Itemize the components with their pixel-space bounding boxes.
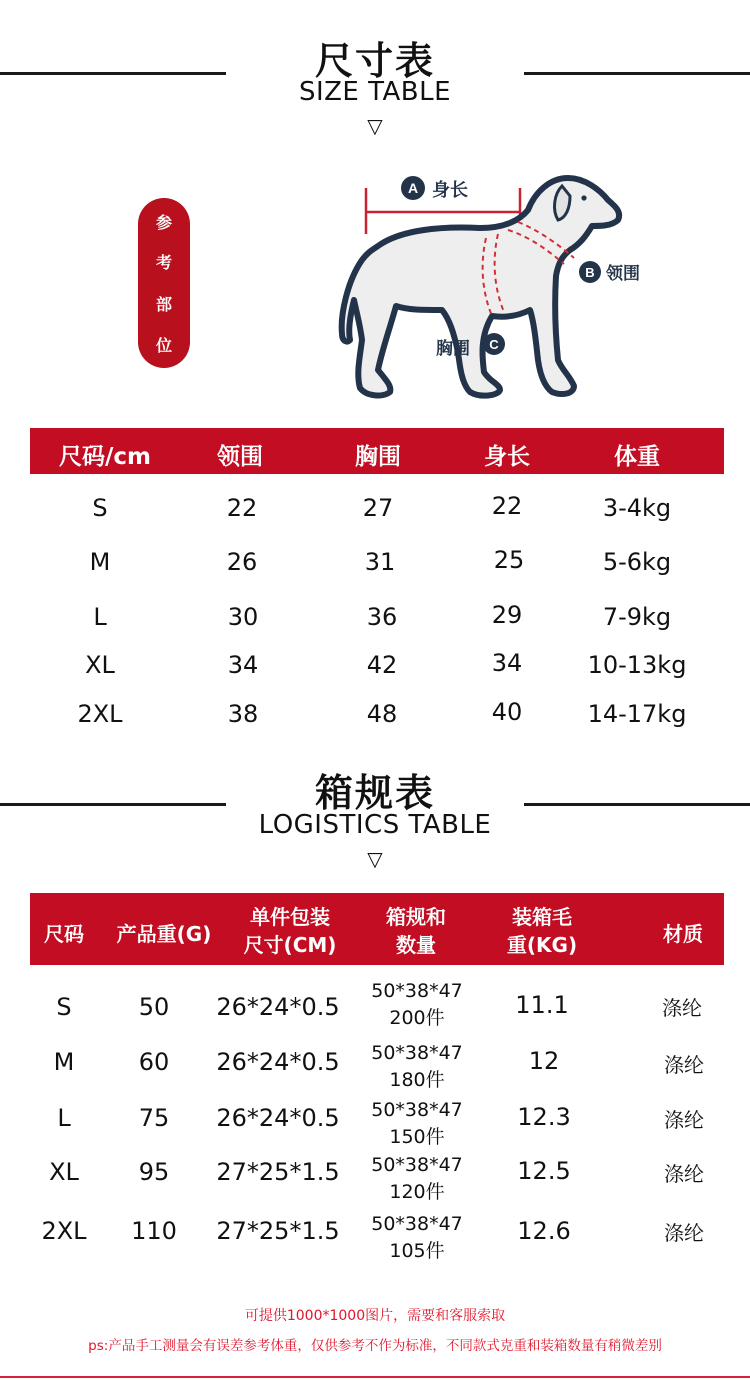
box-spec-cell: 50*38*47 105件 <box>371 1213 463 1262</box>
size-cell: M <box>53 1048 75 1076</box>
size-cell: S <box>92 494 108 522</box>
badge-a-letter: A <box>407 180 419 196</box>
gross-weight-cell: 12.5 <box>517 1157 571 1185</box>
label-chest: 胸围 <box>436 339 470 359</box>
down-triangle-icon: ▽ <box>367 847 383 871</box>
weight-cell: 14-17kg <box>587 700 687 728</box>
size-cell: L <box>57 1104 71 1132</box>
size-header-size: 尺码/cm <box>59 444 151 470</box>
reference-char: 参 <box>155 213 172 232</box>
neck-cell: 26 <box>226 548 258 576</box>
size-cell: 2XL <box>41 1217 87 1245</box>
logistics-header-box-spec: 箱规和 数量 <box>386 905 446 957</box>
box-spec-cell: 50*38*47 120件 <box>371 1154 463 1203</box>
reference-char: 位 <box>155 336 172 355</box>
pack-size-cell: 26*24*0.5 <box>216 1104 340 1132</box>
badge-c-letter: C <box>489 337 499 352</box>
size-cell: XL <box>85 651 115 679</box>
measurement-disclaimer: ps:产品手工测量会有误差参考体重，仅供参考不作为标准，不同款式克重和装箱数量有稍微差别 <box>88 1338 662 1354</box>
chest-cell: 42 <box>366 651 398 679</box>
gross-weight-cell: 12.6 <box>517 1217 571 1245</box>
material-cell: 涤纶 <box>664 1053 704 1077</box>
weight-cell: 110 <box>131 1217 177 1245</box>
material-cell: 涤纶 <box>664 1108 704 1132</box>
logistics-header-pack-size: 单件包装 尺寸(CM) <box>243 905 337 957</box>
size-cell: M <box>89 548 111 576</box>
material-cell: 涤纶 <box>664 1221 704 1245</box>
bottom-rule <box>0 1376 750 1378</box>
neck-cell: 30 <box>227 603 259 631</box>
size-title-cn: 尺寸表 <box>314 39 435 83</box>
size-cell: L <box>93 603 107 631</box>
label-body-length: 身长 <box>432 180 468 201</box>
box-spec-cell: 50*38*47 180件 <box>371 1042 463 1091</box>
weight-cell: 10-13kg <box>587 651 687 679</box>
pack-size-cell: 26*24*0.5 <box>216 993 340 1021</box>
length-cell: 29 <box>491 601 523 629</box>
chest-cell: 27 <box>362 494 394 522</box>
size-header-weight: 体重 <box>614 444 660 470</box>
logistics-title-en: LOGISTICS TABLE <box>258 810 492 840</box>
length-cell: 40 <box>491 698 523 726</box>
weight-cell: 7-9kg <box>602 603 672 631</box>
size-header-length: 身长 <box>484 444 530 470</box>
logistics-title-cn: 箱规表 <box>314 771 435 815</box>
material-cell: 涤纶 <box>662 996 702 1020</box>
weight-cell: 50 <box>138 993 170 1021</box>
pack-size-cell: 26*24*0.5 <box>216 1048 340 1076</box>
down-triangle-icon: ▽ <box>367 114 383 138</box>
weight-cell: 75 <box>138 1104 170 1132</box>
gross-weight-cell: 11.1 <box>515 991 569 1019</box>
weight-cell: 5-6kg <box>602 548 672 576</box>
box-spec-cell: 50*38*47 200件 <box>371 980 463 1029</box>
label-neck: 领围 <box>606 264 640 284</box>
length-cell: 25 <box>493 546 525 574</box>
box-spec-cell: 50*38*47 150件 <box>371 1099 463 1148</box>
gross-weight-cell: 12.3 <box>517 1103 571 1131</box>
logistics-header-size: 尺码 <box>44 922 84 946</box>
size-cell: S <box>56 993 72 1021</box>
neck-cell: 38 <box>227 700 259 728</box>
pack-size-cell: 27*25*1.5 <box>216 1158 340 1186</box>
chest-cell: 31 <box>364 548 396 576</box>
weight-cell: 60 <box>138 1048 170 1076</box>
logistics-header-weight: 产品重(G) <box>116 922 212 946</box>
size-cell: 2XL <box>77 700 123 728</box>
gross-weight-cell: 12 <box>528 1047 560 1075</box>
size-header-neck: 领围 <box>217 444 263 470</box>
neck-cell: 34 <box>227 651 259 679</box>
chest-cell: 48 <box>366 700 398 728</box>
reference-char: 考 <box>155 253 172 272</box>
material-cell: 涤纶 <box>664 1162 704 1186</box>
pack-size-cell: 27*25*1.5 <box>216 1217 340 1245</box>
weight-cell: 3-4kg <box>602 494 672 522</box>
dog-measurement-diagram <box>330 160 660 410</box>
size-header-chest: 胸围 <box>355 444 401 470</box>
length-cell: 22 <box>491 492 523 520</box>
length-cell: 34 <box>491 649 523 677</box>
logistics-header-material: 材质 <box>663 922 703 946</box>
dog-silhouette <box>342 178 619 396</box>
size-cell: XL <box>49 1158 79 1186</box>
reference-char: 部 <box>155 295 172 314</box>
chest-cell: 36 <box>366 603 398 631</box>
neck-cell: 22 <box>226 494 258 522</box>
reference-part-badge <box>138 198 190 368</box>
size-title-en: SIZE TABLE <box>298 77 452 107</box>
badge-b-letter: B <box>585 265 595 280</box>
weight-cell: 95 <box>138 1158 170 1186</box>
image-request-note: 可提供1000*1000图片，需要和客服索取 <box>244 1308 506 1324</box>
logistics-header-gross-weight: 装箱毛 重(KG) <box>506 905 578 957</box>
